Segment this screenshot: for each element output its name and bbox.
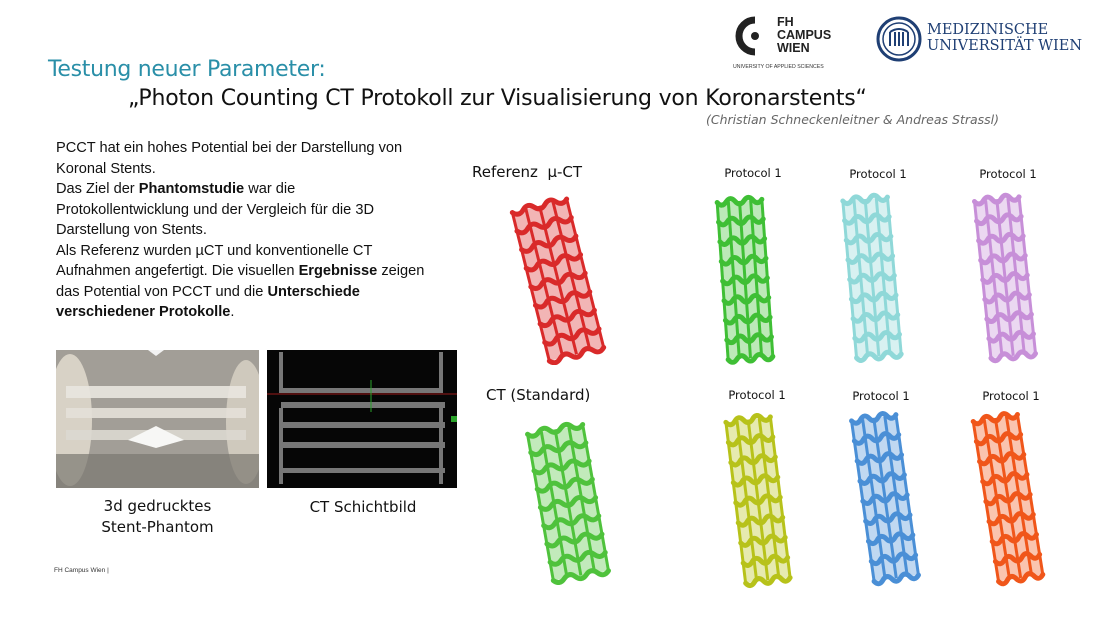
intro-line: Protokollentwicklung und der Vergleich für die 3D <box>56 201 374 218</box>
intro-line: Aufnahmen angefertigt. Die visuellen <box>56 263 299 279</box>
fh-logo-tagline: UNIVERSITY OF APPLIED SCIENCES <box>733 64 824 70</box>
intro-emphasis: Unterschiede <box>267 283 360 300</box>
ct-slice-image <box>267 350 457 488</box>
intro-text <box>56 138 446 323</box>
meduni-seal-icon <box>876 16 922 62</box>
meduni-logo <box>876 16 1081 62</box>
intro-line: war die <box>244 181 296 197</box>
authors: (Christian Schneckenleitner & Andreas Strassl) <box>706 112 1000 127</box>
stent-protocol-3 <box>965 190 1045 365</box>
intro-line: Koronal Stents. <box>56 160 156 177</box>
stent-protocol-2 <box>832 190 912 365</box>
fh-campus-logo <box>733 14 838 72</box>
intro-emphasis: Phantomstudie <box>138 181 245 197</box>
slide-subtitle: „Photon Counting CT Protokoll zur Visualisierung von Koronarstents“ <box>128 86 867 111</box>
protocol-label-3: Protocol 1 <box>979 167 1037 181</box>
intro-line: PCCT hat ein hohes Potential bei der Darstellung von <box>56 140 403 156</box>
intro-line: Als Referenz wurden µCT und konventionelle CT <box>56 242 373 259</box>
protocol-label-1: Protocol 1 <box>724 166 782 180</box>
protocol-label-6: Protocol 1 <box>982 389 1040 403</box>
intro-emphasis: verschiedener Protokolle <box>56 304 231 320</box>
intro-line: . <box>230 304 235 320</box>
meduni-line2: UNIVERSITÄT WIEN <box>927 38 1083 54</box>
reference-label: Referenz µ-CT <box>472 163 583 181</box>
stent-protocol-1 <box>705 192 785 367</box>
intro-line: Darstellung von Stents. <box>56 222 207 238</box>
stent-protocol-6 <box>968 408 1048 588</box>
intro-line: Das Ziel der <box>56 181 139 197</box>
phantom-caption: Stent-Phantom <box>101 518 214 536</box>
protocol-label-5: Protocol 1 <box>852 389 910 403</box>
stent-standard <box>518 420 618 585</box>
intro-emphasis: Ergebnisse <box>298 263 378 279</box>
ct-caption: CT Schichtbild <box>309 498 417 516</box>
fh-logo-line2: CAMPUS <box>777 28 832 42</box>
meduni-line1: MEDIZINISCHE <box>927 22 1049 38</box>
phantom-photo <box>56 350 259 488</box>
intro-line: zeigen <box>377 263 425 279</box>
standard-label: CT (Standard) <box>486 386 591 404</box>
stent-reference <box>508 195 608 365</box>
intro-line: das Potential von PCCT und die <box>56 283 268 300</box>
slide-title: Testung neuer Parameter: <box>48 57 326 82</box>
stent-protocol-4 <box>718 410 798 590</box>
phantom-caption: 3d gedrucktes <box>103 497 212 515</box>
fh-logo-line1: FH <box>777 15 794 29</box>
stent-protocol-5 <box>845 408 925 588</box>
protocol-label-2: Protocol 1 <box>849 167 907 181</box>
protocol-label-4: Protocol 1 <box>728 388 786 402</box>
footer-text: FH Campus Wien | <box>54 567 109 574</box>
fh-logo-line3: WIEN <box>777 41 810 55</box>
